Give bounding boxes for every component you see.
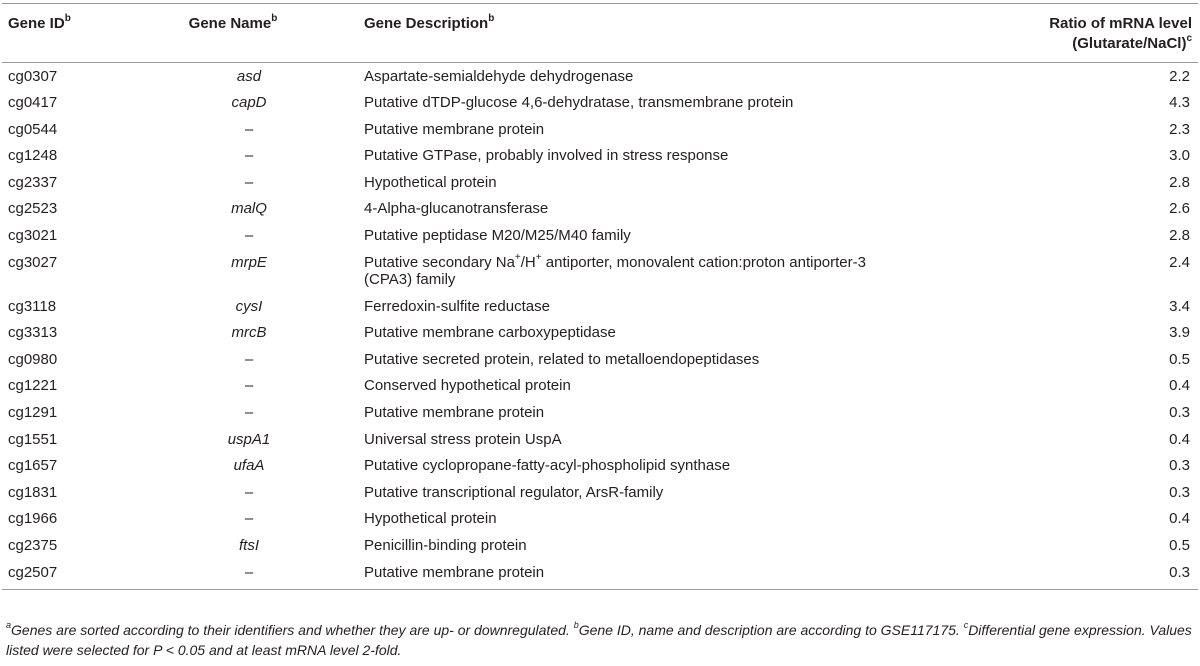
cell-gene-description: Putative membrane protein <box>364 120 545 138</box>
cell-ratio: 3.4 <box>1169 297 1190 315</box>
cell-ratio: 0.5 <box>1169 537 1190 554</box>
table-row <box>2 89 1198 116</box>
cell-gene-id: cg0980 <box>8 350 58 368</box>
cell-gene-id: cg1248 <box>8 147 58 165</box>
cell-gene-description: Hypothetical protein <box>364 173 497 191</box>
cell-ratio: 2.8 <box>1169 173 1190 191</box>
cell-gene-id: cg2523 <box>8 200 58 218</box>
table-row <box>2 116 1198 143</box>
table-row <box>2 452 1198 479</box>
table-row <box>2 372 1198 399</box>
cell-gene-name: – <box>244 120 254 138</box>
cell-ratio: 4.3 <box>1169 94 1190 112</box>
cell-gene-description: Putative transcriptional regulator, ArsR-family <box>364 483 664 501</box>
cell-ratio: 0.4 <box>1169 510 1190 528</box>
cell-gene-id: cg1966 <box>8 510 58 528</box>
header-mrna-ratio: Ratio of mRNA level (Glutarate/NaCl)$^c$ <box>1049 15 1192 52</box>
cell-gene-description: Putative peptidase M20/M25/M40 family <box>364 227 631 245</box>
table-row <box>2 142 1198 169</box>
cell-gene-description: Putative secreted protein, related to metalloendopeptidases <box>364 350 760 368</box>
header-gene-id: Gene $ID^b$ <box>8 13 71 32</box>
table-row <box>2 249 1198 293</box>
table-row <box>2 63 1198 90</box>
cell-gene-id: cg3021 <box>8 227 58 245</box>
cell-gene-description: 4-Alpha-glucanotransferase <box>364 200 549 218</box>
table-row <box>2 559 1198 590</box>
table-row <box>2 346 1198 373</box>
cell-gene-id: cg3313 <box>8 324 58 342</box>
cell-gene-name: – <box>244 350 254 368</box>
cell-gene-description: Putative membrane protein <box>364 563 545 581</box>
header-gene-description: Gene Description$^b$ <box>364 13 495 32</box>
cell-ratio: 2.4 <box>1169 253 1190 271</box>
cell-gene-description: Ferredoxin-sulfite reductase <box>364 297 550 315</box>
cell-gene-id: cg1291 <box>8 404 58 422</box>
cell-gene-name: ftsI <box>238 537 259 554</box>
table-row <box>2 169 1198 196</box>
cell-ratio: 3.9 <box>1169 324 1190 342</box>
table-row <box>2 222 1198 249</box>
cell-gene-name: malQ <box>231 200 267 218</box>
table-row <box>2 399 1198 426</box>
cell-gene-description: Putative secondary Na+/H+ antiporter, monovalent cation:proton antiporter-3 (CPA3) family <box>364 251 866 288</box>
cell-ratio: 0.3 <box>1169 563 1190 581</box>
cell-gene-id: cg3118 <box>8 297 57 315</box>
cell-ratio: 0.4 <box>1169 377 1190 395</box>
table-row <box>2 479 1198 506</box>
cell-gene-id: cg1551 <box>8 430 58 448</box>
cell-gene-id: cg1831 <box>8 483 58 501</box>
table-row <box>2 319 1198 346</box>
cell-ratio: 2.6 <box>1169 200 1190 218</box>
cell-gene-name: asd <box>236 68 262 85</box>
cell-ratio: 0.4 <box>1169 430 1190 448</box>
cell-gene-id: cg3027 <box>8 253 58 271</box>
table-row <box>2 426 1198 453</box>
cell-gene-name: – <box>244 377 254 395</box>
cell-gene-name: uspA1 <box>227 430 271 448</box>
cell-gene-name: mrpE <box>231 253 267 271</box>
cell-ratio: 2.8 <box>1169 227 1190 245</box>
cell-gene-id: cg2375 <box>8 537 58 554</box>
cell-gene-description: Penicillin-binding protein <box>364 537 527 554</box>
cell-gene-id: cg2337 <box>8 173 58 191</box>
table-row <box>2 293 1198 320</box>
cell-gene-name: – <box>244 563 254 581</box>
cell-ratio: 0.3 <box>1169 404 1190 422</box>
cell-gene-description: Putative GTPase, probably involved in stress response <box>364 147 729 165</box>
cell-gene-name: – <box>244 147 254 165</box>
cell-gene-id: cg1657 <box>8 457 58 475</box>
cell-ratio: 2.3 <box>1169 120 1190 138</box>
table-footnote: $^a$Genes are sorted according to their identifiers and whether they are up- or downregulated. $^b$Gene ID, name and description are according to GSE117175. $^c$Differential gene expression. Values listed were selected for P < 0.05 and at least mRNA level 2-fold. <box>6 620 1192 658</box>
table-row <box>2 532 1198 559</box>
cell-gene-id: cg0307 <box>8 68 58 85</box>
cell-gene-id: cg1221 <box>8 377 58 395</box>
gene-expression-table <box>2 3 1198 590</box>
cell-gene-description: Conserved hypothetical protein <box>364 377 571 395</box>
cell-gene-description: Putative cyclopropane-fatty-acyl-phospholipid synthase <box>364 457 731 475</box>
cell-gene-id: cg0544 <box>8 120 58 138</box>
cell-gene-description: Putative membrane protein <box>364 404 545 422</box>
cell-gene-name: – <box>244 173 254 191</box>
cell-gene-name: – <box>244 404 254 422</box>
table-body <box>2 63 1198 590</box>
cell-gene-name: – <box>244 483 254 501</box>
cell-gene-name: capD <box>231 94 267 112</box>
cell-ratio: 0.3 <box>1169 483 1190 501</box>
table-row <box>2 195 1198 222</box>
cell-gene-description: Hypothetical protein <box>364 510 497 528</box>
cell-gene-name: cysI <box>235 297 263 315</box>
table-header <box>2 4 1198 63</box>
cell-gene-name: – <box>244 227 254 245</box>
cell-gene-description: Putative membrane carboxypeptidase <box>364 324 616 342</box>
cell-ratio: 0.5 <box>1169 350 1190 368</box>
cell-gene-id: cg0417 <box>8 94 58 112</box>
table-row <box>2 505 1198 532</box>
cell-gene-description: Aspartate-semialdehyde dehydrogenase <box>364 68 634 85</box>
cell-ratio: 3.0 <box>1169 147 1190 165</box>
cell-gene-description: Putative dTDP-glucose 4,6-dehydratase, transmembrane protein <box>364 94 794 112</box>
cell-ratio: 0.3 <box>1169 457 1190 475</box>
cell-gene-description: Universal stress protein UspA <box>364 430 562 448</box>
cell-gene-name: – <box>244 510 254 528</box>
cell-gene-name: mrcB <box>231 324 267 342</box>
cell-gene-name: ufaA <box>233 457 265 475</box>
cell-gene-id: cg2507 <box>8 563 58 581</box>
cell-ratio: 2.2 <box>1169 68 1190 85</box>
header-gene-name: Gene Name$^b$ <box>188 13 278 32</box>
